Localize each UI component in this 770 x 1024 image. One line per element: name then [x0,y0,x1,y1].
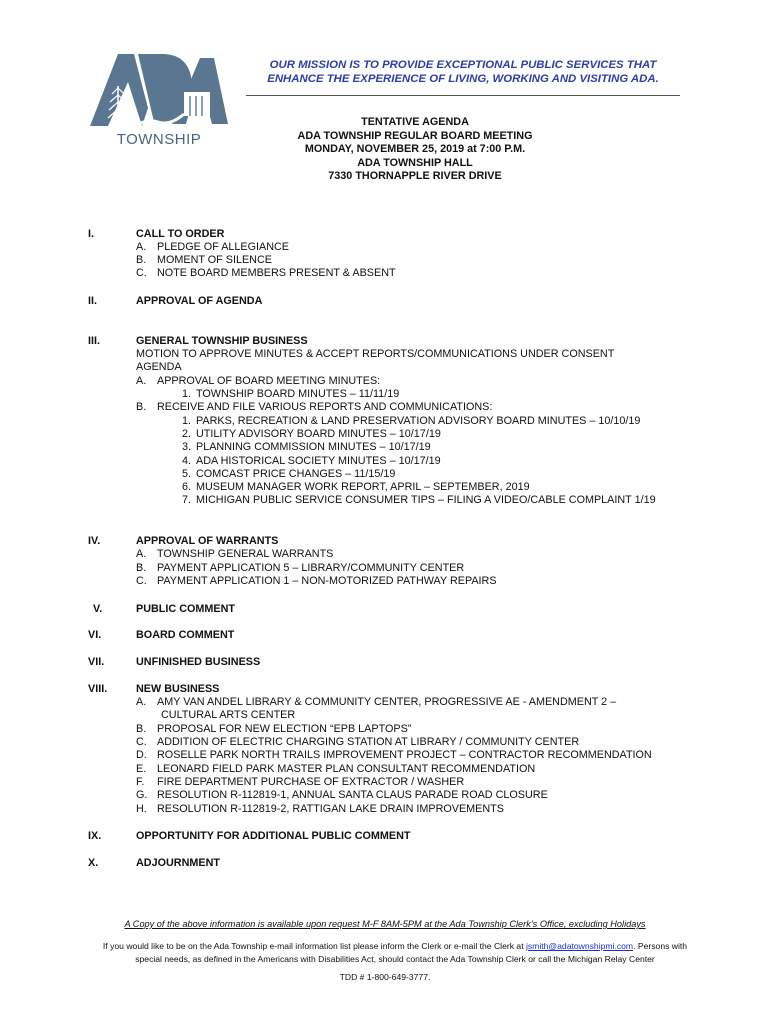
section-number: V. [93,603,103,615]
agenda-item: A. APPROVAL OF BOARD MEETING MINUTES: [136,375,381,387]
agenda-item: H. RESOLUTION R-112819-2, RATTIGAN LAKE DRAIN IMPROVEMENTS [136,803,504,815]
section-number: I. [88,228,94,240]
agenda-item: B. MOMENT OF SILENCE [136,254,272,266]
meeting-name: ADA TOWNSHIP REGULAR BOARD MEETING [297,129,533,142]
clerk-email-link[interactable]: jsmith@adatownshipmi.com [525,941,634,951]
section-title: GENERAL TOWNSHIP BUSINESS [136,335,308,347]
agenda-subitem: 1. PARKS, RECREATION & LAND PRESERVATION ADVISORY BOARD MINUTES – 10/10/19 [182,415,641,427]
notice-text-end: . Persons with [633,941,688,951]
agenda-item: G. RESOLUTION R-112819-1, ANNUAL SANTA CLAUS PARADE ROAD CLOSURE [136,789,548,801]
agenda-item: C. PAYMENT APPLICATION 1 – NON-MOTORIZED PATHWAY REPAIRS [136,575,497,587]
section-number: IX. [88,830,102,842]
section-title: ADJOURNMENT [136,857,220,869]
meeting-location: ADA TOWNSHIP HALL [357,156,473,169]
agenda-item: B. PAYMENT APPLICATION 5 – LIBRARY/COMMUNITY CENTER [136,562,465,574]
tdd-number: TDD # 1-800-649-3777. [339,972,431,982]
consent-motion: MOTION TO APPROVE MINUTES & ACCEPT REPORTS/COMMUNICATIONS UNDER CONSENT [136,348,615,360]
agenda-subitem: 5. COMCAST PRICE CHANGES – 11/15/19 [182,468,396,480]
agenda-item: C. NOTE BOARD MEMBERS PRESENT & ABSENT [136,267,396,279]
agenda-item: D. ROSELLE PARK NORTH TRAILS IMPROVEMENT PROJECT – CONTRACTOR RECOMMENDATION [136,749,652,761]
meeting-address: 7330 THORNAPPLE RIVER DRIVE [328,170,502,183]
section-number: II. [88,295,97,307]
section-number: III. [88,335,100,347]
agenda-item: F. FIRE DEPARTMENT PURCHASE OF EXTRACTOR / WASHER [136,776,465,788]
agenda-subitem: 4. ADA HISTORICAL SOCIETY MINUTES – 10/17/19 [182,455,441,467]
copy-availability-note: A Copy of the above information is available upon request M-F 8AM-5PM at the Ada Township Clerk’s Office, excluding Holidays [124,919,646,929]
agenda-subitem: 1. TOWNSHIP BOARD MINUTES – 11/11/19 [182,388,400,400]
section-title: NEW BUSINESS [136,683,220,695]
meeting-date: MONDAY, NOVEMBER 25, 2019 at 7:00 P.M. [304,143,526,156]
agenda-title: TENTATIVE AGENDA [361,116,469,128]
logo-wordmark: TOWNSHIP [116,131,202,148]
notice-text: If you would like to be on the Ada Township e-mail information list please inform the Clerk or e-mail the Clerk at [102,941,526,951]
agenda-subitem: 2. UTILITY ADVISORY BOARD MINUTES – 10/17/19 [182,428,441,440]
mission-divider [246,95,680,96]
section-title: PUBLIC COMMENT [136,603,235,615]
section-number: X. [88,857,99,869]
section-number: VIII. [88,683,108,695]
section-number: VII. [88,656,105,668]
email-list-notice [95,940,695,965]
agenda-item: E. LEONARD FIELD PARK MASTER PLAN CONSULTANT RECOMMENDATION [136,763,536,775]
agenda-item: B. PROPOSAL FOR NEW ELECTION “EPB LAPTOPS” [136,723,412,735]
agenda-subitem: 3. PLANNING COMMISSION MINUTES – 10/17/19 [182,441,431,453]
agenda-subitem: 6. MUSEUM MANAGER WORK REPORT, APRIL – SEPTEMBER, 2019 [182,481,530,493]
mission-line-2: ENHANCE THE EXPERIENCE OF LIVING, WORKING AND VISITING ADA. [267,73,659,85]
agenda-item: A. TOWNSHIP GENERAL WARRANTS [136,548,334,560]
mission-line-1: OUR MISSION IS TO PROVIDE EXCEPTIONAL PUBLIC SERVICES THAT [269,59,657,71]
section-title: BOARD COMMENT [136,629,235,641]
section-title: OPPORTUNITY FOR ADDITIONAL PUBLIC COMMENT [136,830,411,842]
section-title: CALL TO ORDER [136,228,225,240]
section-number: VI. [88,629,102,641]
agenda-header [290,116,540,184]
mission-statement [246,58,680,86]
section-number: IV. [88,535,101,547]
section-title: APPROVAL OF WARRANTS [136,535,279,547]
agenda-subitem: 7. MICHIGAN PUBLIC SERVICE CONSUMER TIPS – FILING A VIDEO/CABLE COMPLAINT 1/19 [182,494,656,506]
agenda-item: A. PLEDGE OF ALLEGIANCE [136,241,290,253]
agenda-item: C. ADDITION OF ELECTRIC CHARGING STATION AT LIBRARY / COMMUNITY CENTER [136,736,580,748]
agenda-item: A. AMY VAN ANDEL LIBRARY & COMMUNITY CENTER, PROGRESSIVE AE - AMENDMENT 2 – [136,696,617,708]
agenda-item-cont: CULTURAL ARTS CENTER [161,709,296,721]
consent-motion-cont: AGENDA [136,361,182,373]
ada-notice: special needs, as defined in the Americans with Disabilities Act, should contact the Ada Township Clerk or call the Michigan Relay Center [135,953,655,964]
agenda-item: B. RECEIVE AND FILE VARIOUS REPORTS AND COMMUNICATIONS: [136,401,493,413]
section-title: APPROVAL OF AGENDA [136,295,263,307]
section-title: UNFINISHED BUSINESS [136,656,261,668]
